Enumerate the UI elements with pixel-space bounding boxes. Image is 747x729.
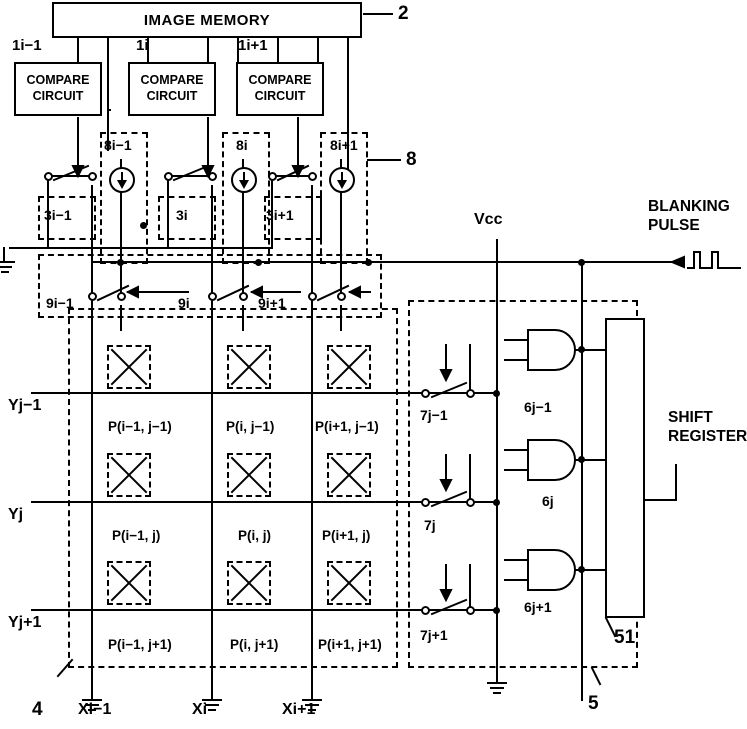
switch7-mid-terminal-a xyxy=(421,498,430,507)
pixel-label-2-2: P(i+1, j+1) xyxy=(318,637,382,652)
ref-compare-right: 1i+1 xyxy=(238,37,268,54)
pixel-label-1-2: P(i+1, j) xyxy=(322,528,371,543)
compare-circuit-right xyxy=(236,62,324,116)
ref-compare-mid: 1i xyxy=(136,37,149,54)
pixel-cell-2-0 xyxy=(107,561,151,605)
ref-current-source-group: 8 xyxy=(406,149,417,170)
ref-switch3-mid: 3i xyxy=(176,207,188,223)
current-source-symbol-right xyxy=(329,167,355,193)
pixel-cell-2-1 xyxy=(227,561,271,605)
switch3-right-terminal-a xyxy=(268,172,277,181)
ref-shift-register: 51 xyxy=(614,627,636,648)
pixel-label-0-0: P(i−1, j−1) xyxy=(108,419,172,434)
ref-switch3-right: 3i+1 xyxy=(266,207,294,223)
switch9-left-terminal-b xyxy=(117,292,126,301)
ref-switch7-bot: 7j+1 xyxy=(420,627,448,643)
ref-and-top: 6j−1 xyxy=(524,399,552,415)
vcc-node-top xyxy=(493,390,500,397)
row-label-yj-plus-1: Yj+1 xyxy=(8,614,42,631)
blanking-node-bot xyxy=(578,566,585,573)
compare-circuit-left xyxy=(14,62,102,116)
switch7-bot-terminal-a xyxy=(421,606,430,615)
pixel-cell-1-0 xyxy=(107,453,151,497)
col-label-xi: Xi xyxy=(192,701,208,718)
pixel-label-1-1: P(i, j) xyxy=(238,528,271,543)
pixel-label-2-1: P(i, j+1) xyxy=(230,637,279,652)
node-sw3-left xyxy=(140,222,147,229)
pixel-cell-0-1 xyxy=(227,345,271,389)
ref-current-src-right: 8i+1 xyxy=(330,137,358,153)
switch7-mid-terminal-b xyxy=(466,498,475,507)
ref-image-memory: 2 xyxy=(398,3,409,24)
pixel-cell-0-2 xyxy=(327,345,371,389)
pixel-cell-0-0 xyxy=(107,345,151,389)
blanking-node-top xyxy=(578,346,585,353)
pixel-label-0-1: P(i, j−1) xyxy=(226,419,275,434)
pixel-cell-1-2 xyxy=(327,453,371,497)
ref-switch9-mid: 9i xyxy=(178,295,190,311)
ref-switch7-mid: 7j xyxy=(424,517,436,533)
pixel-label-2-0: P(i−1, j+1) xyxy=(108,637,172,652)
driver-region xyxy=(408,300,638,668)
pixel-cell-1-1 xyxy=(227,453,271,497)
vcc-node-mid xyxy=(493,499,500,506)
switch3-left-terminal-b xyxy=(88,172,97,181)
switch3-left-terminal-a xyxy=(44,172,53,181)
col-label-xi-plus-1: Xi+1 xyxy=(282,701,316,718)
ref-switch7-top: 7j−1 xyxy=(420,407,448,423)
ref-and-bot: 6j+1 xyxy=(524,599,552,615)
compare-circuit-right-label: COMPARE CIRCUIT xyxy=(248,73,312,103)
blanking-pulse-label: BLANKING PULSE xyxy=(648,198,730,234)
ref-switch9-left: 9i−1 xyxy=(46,295,74,311)
row-label-yj: Yj xyxy=(8,506,24,523)
switch9-left-terminal-a xyxy=(88,292,97,301)
bus-node-blanking xyxy=(578,259,585,266)
compare-circuit-mid-label: COMPARE CIRCUIT xyxy=(140,73,204,103)
pixel-cell-2-2 xyxy=(327,561,371,605)
current-source-symbol-mid xyxy=(231,167,257,193)
current-source-symbol-left xyxy=(109,167,135,193)
switch7-top-terminal-b xyxy=(466,389,475,398)
switch9-right-terminal-b xyxy=(337,292,346,301)
compare-circuit-left-label: COMPARE CIRCUIT xyxy=(26,73,90,103)
bus-node-2 xyxy=(255,259,262,266)
switch7-top-terminal-a xyxy=(421,389,430,398)
ref-panel: 4 xyxy=(32,699,43,720)
col-label-xi-minus-1: Xi−1 xyxy=(78,701,112,718)
switch7-bot-terminal-b xyxy=(466,606,475,615)
vcc-label: Vcc xyxy=(474,211,503,228)
shift-register-label: SHIFT REGISTER xyxy=(668,409,747,446)
ref-current-src-mid: 8i xyxy=(236,137,248,153)
compare-circuit-mid xyxy=(128,62,216,116)
bus-node-3 xyxy=(365,259,372,266)
ref-and-mid: 6j xyxy=(542,493,554,509)
shift-register-block xyxy=(605,318,645,618)
ref-current-src-left: 8i−1 xyxy=(104,137,132,153)
ref-switch3-left: 3i−1 xyxy=(44,207,72,223)
pixel-label-1-0: P(i−1, j) xyxy=(112,528,161,543)
switch9-mid-terminal-b xyxy=(239,292,248,301)
switch3-mid-terminal-a xyxy=(164,172,173,181)
vcc-node-bot xyxy=(493,607,500,614)
switch3-right-terminal-b xyxy=(308,172,317,181)
ref-compare-left: 1i−1 xyxy=(12,37,42,54)
switch9-right-terminal-a xyxy=(308,292,317,301)
ref-switch9-right: 9i+1 xyxy=(258,295,286,311)
image-memory-block: IMAGE MEMORY xyxy=(52,2,362,38)
switch3-mid-terminal-b xyxy=(208,172,217,181)
ref-driver: 5 xyxy=(588,693,599,714)
blanking-node-mid xyxy=(578,456,585,463)
switch9-mid-terminal-a xyxy=(208,292,217,301)
row-label-yj-minus-1: Yj−1 xyxy=(8,397,42,414)
bus-node-1 xyxy=(117,259,124,266)
pixel-label-0-2: P(i+1, j−1) xyxy=(315,419,379,434)
